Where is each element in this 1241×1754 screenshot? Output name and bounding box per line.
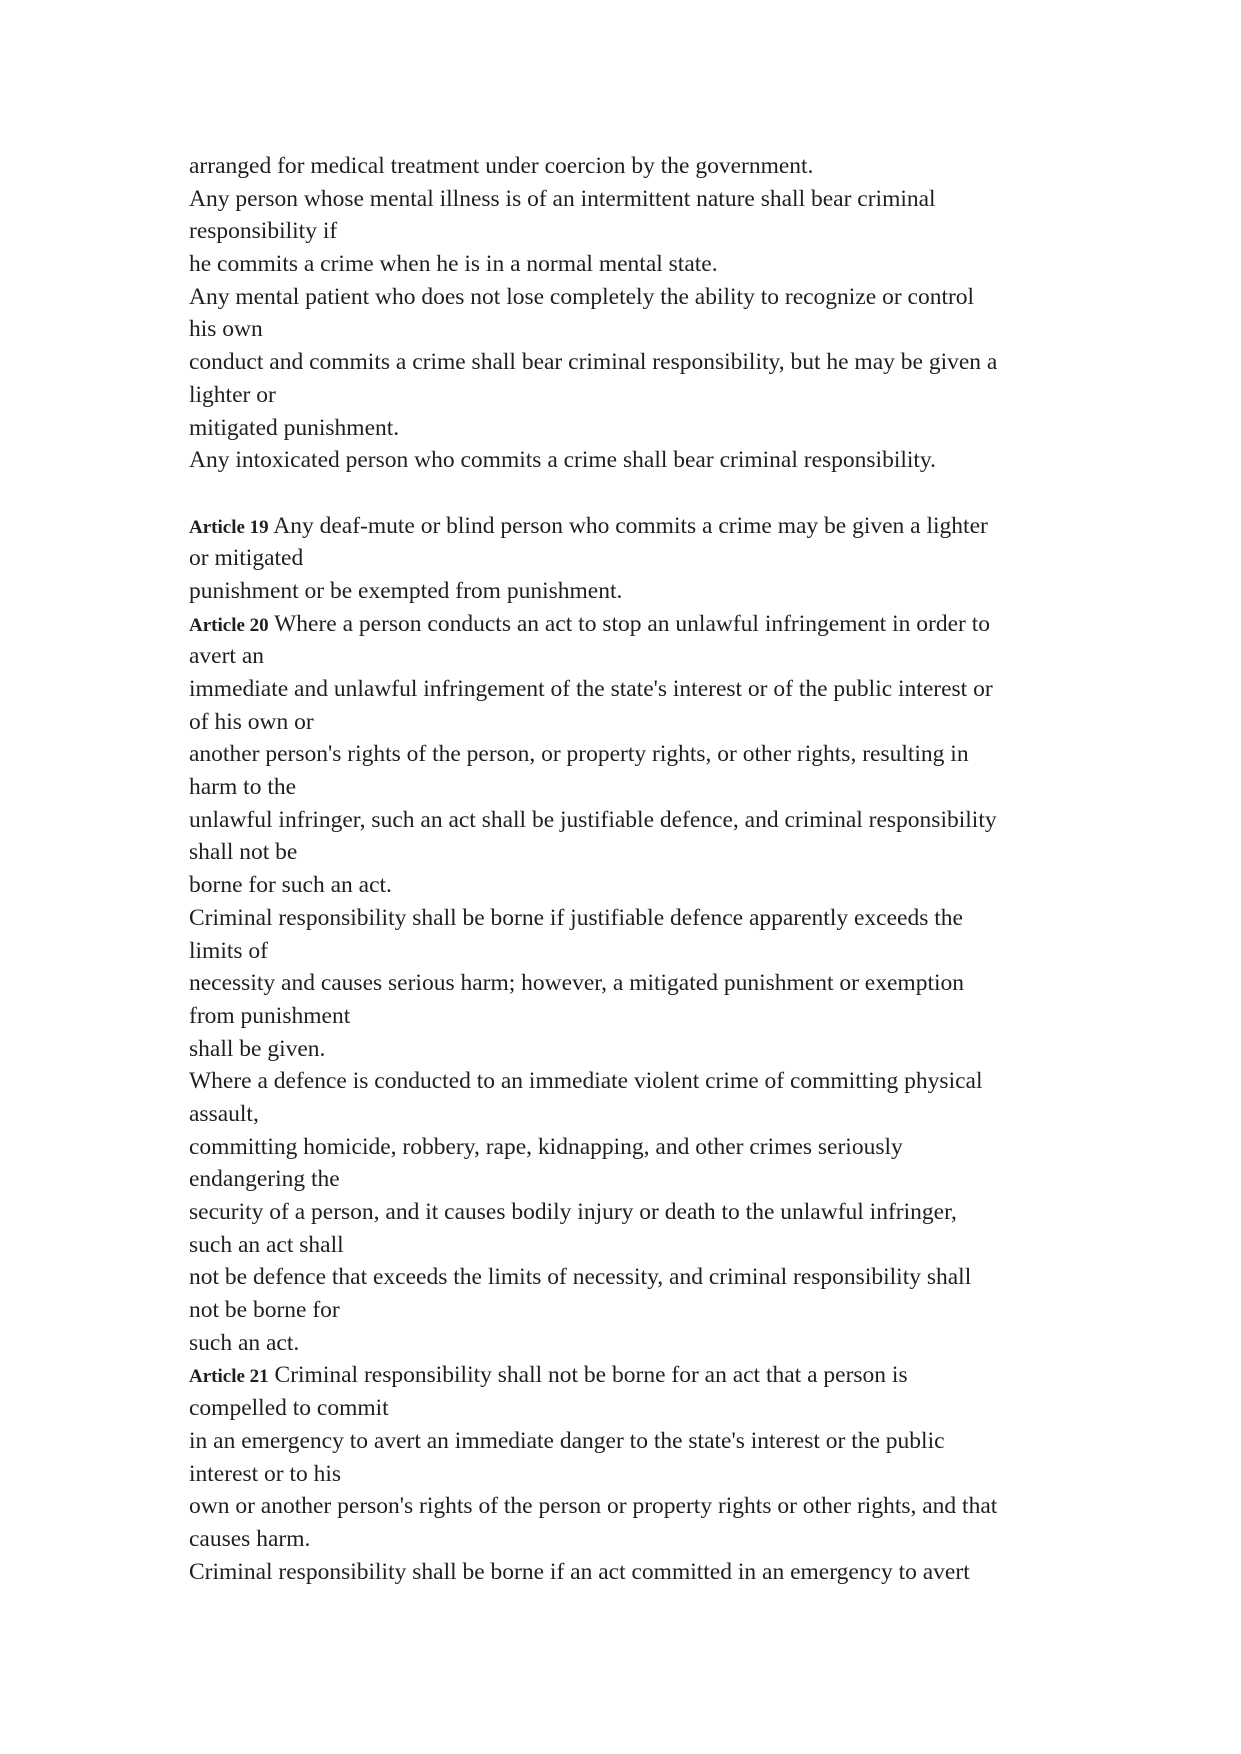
text-line: such an act. (189, 1329, 300, 1356)
text-line: arranged for medical treatment under coercion by the government. (189, 153, 814, 179)
text-line: assault, (189, 1100, 259, 1127)
text-line: Any intoxicated person who commits a crime shall bear criminal responsibility. (189, 447, 937, 474)
text-line: Any person whose mental illness is of an intermittent nature shall bear criminal (189, 185, 936, 212)
text-line: responsibility if (189, 218, 338, 245)
paragraph-gap (189, 477, 1069, 510)
text-line: interest or to his (189, 1460, 342, 1487)
text-line: not be borne for (189, 1297, 340, 1324)
text-line: unlawful infringer, such an act shall be justifiable defence, and criminal responsibility (189, 806, 997, 833)
article-21-first-line (189, 1359, 1069, 1392)
article-19-label: Article 19 (189, 516, 269, 538)
article-19 (189, 510, 1069, 608)
text-line: causes harm. (189, 1525, 311, 1552)
text-line: own or another person's rights of the person or property rights or other rights, and that (189, 1493, 998, 1520)
text-line: punishment or be exempted from punishment. (189, 577, 623, 604)
text-line: another person's rights of the person, or property rights, or other rights, resulting in (189, 741, 969, 768)
text-line: immediate and unlawful infringement of the state's interest or of the public interest or (189, 676, 993, 702)
text-line: security of a person, and it causes bodily injury or death to the unlawful infringer, (189, 1199, 957, 1225)
text-line: Any mental patient who does not lose completely the ability to recognize or control (189, 283, 975, 310)
text-line: borne for such an act. (189, 872, 392, 899)
article-20-first-line (189, 608, 1069, 641)
article-20-label: Article 20 (189, 614, 269, 636)
text-line: avert an (189, 643, 265, 670)
text-line: his own (189, 316, 263, 343)
article-21-label: Article 21 (189, 1366, 269, 1388)
text-line: mitigated punishment. (189, 414, 400, 441)
text-line: from punishment (189, 1002, 351, 1029)
text-segment: Where a person conducts an act to stop an unlawful infringement in order to (268, 610, 990, 637)
text-line: endangering the (189, 1166, 340, 1193)
text-segment: Criminal responsibility shall not be borne for an act that a person is (268, 1362, 908, 1389)
text-line: limits of (189, 937, 268, 964)
text-line: compelled to commit (189, 1395, 389, 1422)
text-segment: Any deaf-mute or blind person who commits a crime may be given a lighter (268, 512, 988, 539)
text-line: conduct and commits a crime shall bear criminal responsibility, but he may be given a (189, 349, 998, 376)
text-line: Where a defence is conducted to an immediate violent crime of committing physical (189, 1068, 983, 1095)
text-line: harm to the (189, 774, 297, 801)
text-line: Criminal responsibility shall be borne if an act committed in an emergency to avert (189, 1558, 970, 1585)
text-line: he commits a crime when he is in a normal mental state. (189, 251, 718, 278)
text-line: or mitigated (189, 545, 304, 572)
text-line: shall be given. (189, 1035, 326, 1062)
text-line: lighter or (189, 381, 276, 408)
text-line: of his own or (189, 708, 314, 735)
text-line: necessity and causes serious harm; however, a mitigated punishment or exemption (189, 970, 965, 997)
article-20 (189, 608, 1069, 1360)
text-line: committing homicide, robbery, rape, kidnapping, and other crimes seriously (189, 1133, 903, 1160)
document-page (189, 150, 1069, 1588)
text-line: not be defence that exceeds the limits of necessity, and criminal responsibility shall (189, 1264, 972, 1291)
text-line: shall not be (189, 839, 298, 866)
text-line: such an act shall (189, 1231, 344, 1258)
text-line: Criminal responsibility shall be borne if justifiable defence apparently exceeds the (189, 904, 963, 931)
paragraph-mental-illness (189, 150, 1069, 477)
text-line: in an emergency to avert an immediate danger to the state's interest or the public (189, 1427, 945, 1454)
article-21 (189, 1359, 1069, 1588)
article-19-first-line (189, 510, 1069, 543)
